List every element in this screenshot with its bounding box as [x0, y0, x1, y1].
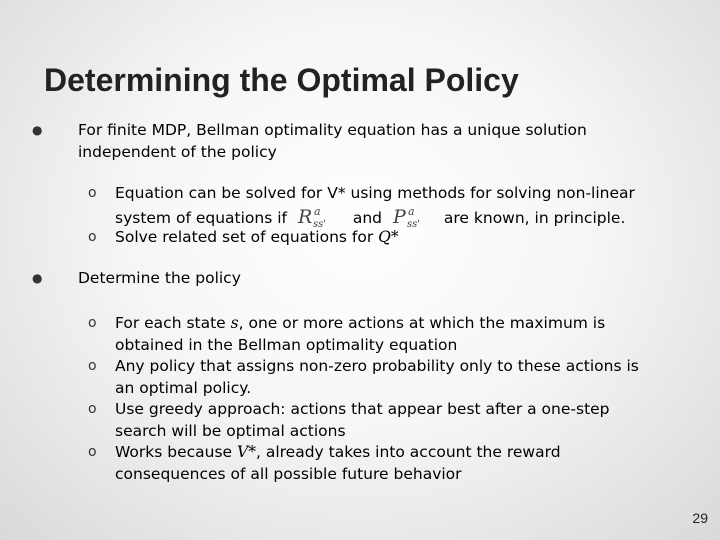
sub-2-4-text-a: Works because — [115, 443, 233, 461]
sub-2-4-line-2: consequences of all possible future behavior — [115, 464, 462, 483]
sub-bullet-marker-icon: o — [88, 185, 97, 201]
reward-sub: ss' — [312, 218, 326, 229]
sub-bullet-marker-icon: o — [88, 358, 97, 374]
sub-bullet-marker-icon: o — [88, 315, 97, 331]
transition-symbol — [391, 205, 435, 229]
sub-2-1-line-2: obtained in the Bellman optimality equation — [115, 335, 458, 354]
sub-1-1-text-and: and — [352, 208, 383, 227]
sub-1-1-text-a: system of equations if — [115, 208, 287, 227]
slide-title: Determining the Optimal Policy — [44, 62, 519, 98]
sub-bullet-marker-icon: o — [88, 229, 97, 245]
sub-1-1-text-b: are known, in principle. — [443, 208, 626, 227]
reward-symbol — [296, 205, 344, 229]
bullet-1-line-1: For finite MDP, Bellman optimality equation has a unique solution — [78, 121, 587, 139]
bullet-dot-icon: ● — [32, 123, 43, 137]
sub-2-1-line-1 — [115, 313, 605, 335]
sub-1-1-line-1: Equation can be solved for V* using methods for solving non-linear — [115, 184, 635, 202]
sub-1-1-line-2 — [115, 205, 625, 230]
bullet-2-line-1: Determine the policy — [78, 269, 241, 287]
sub-2-4-text-b: , already takes into account the reward — [255, 443, 561, 461]
bullet-1-line-2: independent of the policy — [78, 142, 277, 161]
state-s-symbol: s — [230, 314, 239, 332]
transition-sub: ss' — [406, 218, 420, 229]
reward-sup: a — [313, 204, 321, 218]
reward-R-glyph: R — [297, 205, 313, 228]
sub-2-4-line-1 — [115, 442, 561, 464]
sub-1-2-text: Solve related set of equations for — [115, 228, 374, 246]
sub-2-2-line-2: an optimal policy. — [115, 378, 252, 397]
sub-2-2-line-1: Any policy that assigns non-zero probability only to these actions is — [115, 357, 639, 375]
transition-sup: a — [407, 204, 415, 218]
sub-2-3-line-2: search will be optimal actions — [115, 421, 346, 440]
sub-bullet-marker-icon: o — [88, 444, 97, 460]
sub-1-2-line-1 — [115, 227, 399, 249]
sub-2-1-text-a: For each state — [115, 314, 226, 332]
v-star-symbol: V* — [237, 443, 256, 461]
transition-P-glyph: P — [392, 205, 406, 228]
sub-2-3-line-1: Use greedy approach: actions that appear best after a one-step — [115, 400, 610, 418]
page-number: 29 — [692, 510, 708, 526]
bullet-dot-icon: ● — [32, 271, 43, 285]
sub-2-1-text-b: , one or more actions at which the maximum is — [238, 314, 606, 332]
q-star-symbol: Q* — [378, 228, 399, 246]
sub-bullet-marker-icon: o — [88, 401, 97, 417]
